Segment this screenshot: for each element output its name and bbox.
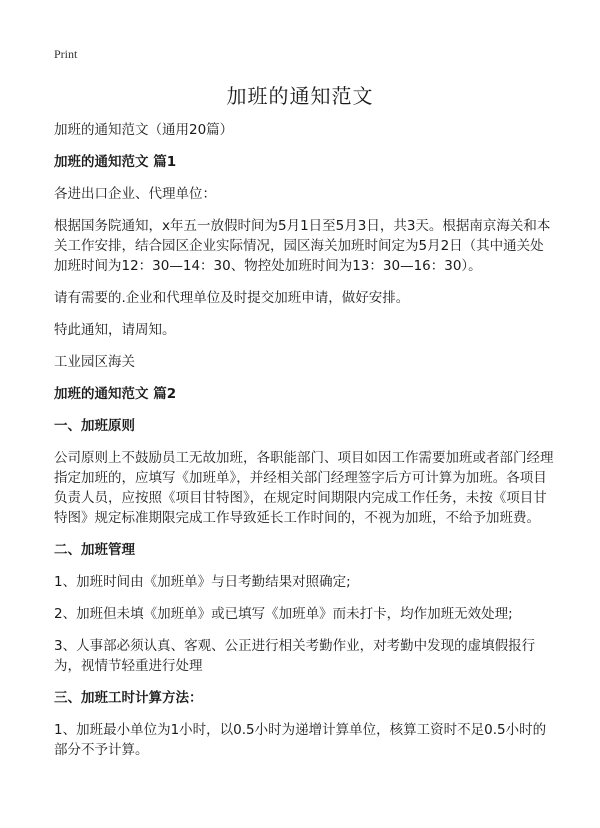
print-link[interactable]: Print [54,47,78,61]
section2-item-2: 2、加班但未填《加班单》或已填写《加班单》而未打卡，均作加班无效处理; [54,606,513,622]
section2-item-1: 1、加班时间由《加班单》与日考勤结果对照确定; [54,574,351,590]
article1-heading: 加班的通知范文 篇1 [54,154,177,170]
section3-item-1: 1、加班最小单位为1小时，以0.5小时为递增计算单位，核算工资时不足0.5小时的部分不予计算。 [54,722,547,758]
section1-body: 公司原则上不鼓励员工无故加班，各职能部门、项目如因工作需要加班或者部门经理指定加班的，应填写《加班单》，并经相关部门经理签字后方可计算为加班。各项目负责人员，应按照《项目甘特图》，在规定时间期限内完成工作任务，未按《项目甘特图》规定标准期限完成工作导致延长工作时间的，不视为加班，不给予加班费。 [54,450,554,526]
section1-heading: 一、加班原则 [54,418,135,434]
article1-signature: 工业园区海关 [54,354,135,370]
article1-salutation: 各进出口企业、代理单位： [54,186,216,202]
page-title: 加班的通知范文 [226,84,374,108]
article1-body: 根据国务院通知，x年五一放假时间为5月1日至5月3日，共3天。根据南京海关和本关工作安排，结合园区企业实际情况，园区海关加班时间定为5月2日（其中通关处加班时间为12：30—14：30、物控处加班时间为13：30—16：30）。 [54,218,551,274]
section3-heading: 三、加班工时计算方法： [54,690,203,706]
section2-item-3: 3、人事部必须认真、客观、公正进行相关考勤作业，对考勤中发现的虚填假报行为，视情节轻重进行处理 [54,638,536,674]
section2-heading: 二、加班管理 [54,542,135,558]
article2-heading: 加班的通知范文 篇2 [54,386,177,402]
document-content [54,120,554,760]
article1-closing: 特此通知，请周知。 [54,322,176,338]
article1-request: 请有需要的.企业和代理单位及时提交加班申请，做好安排。 [54,290,410,306]
intro-text: 加班的通知范文（通用20篇） [54,122,234,138]
